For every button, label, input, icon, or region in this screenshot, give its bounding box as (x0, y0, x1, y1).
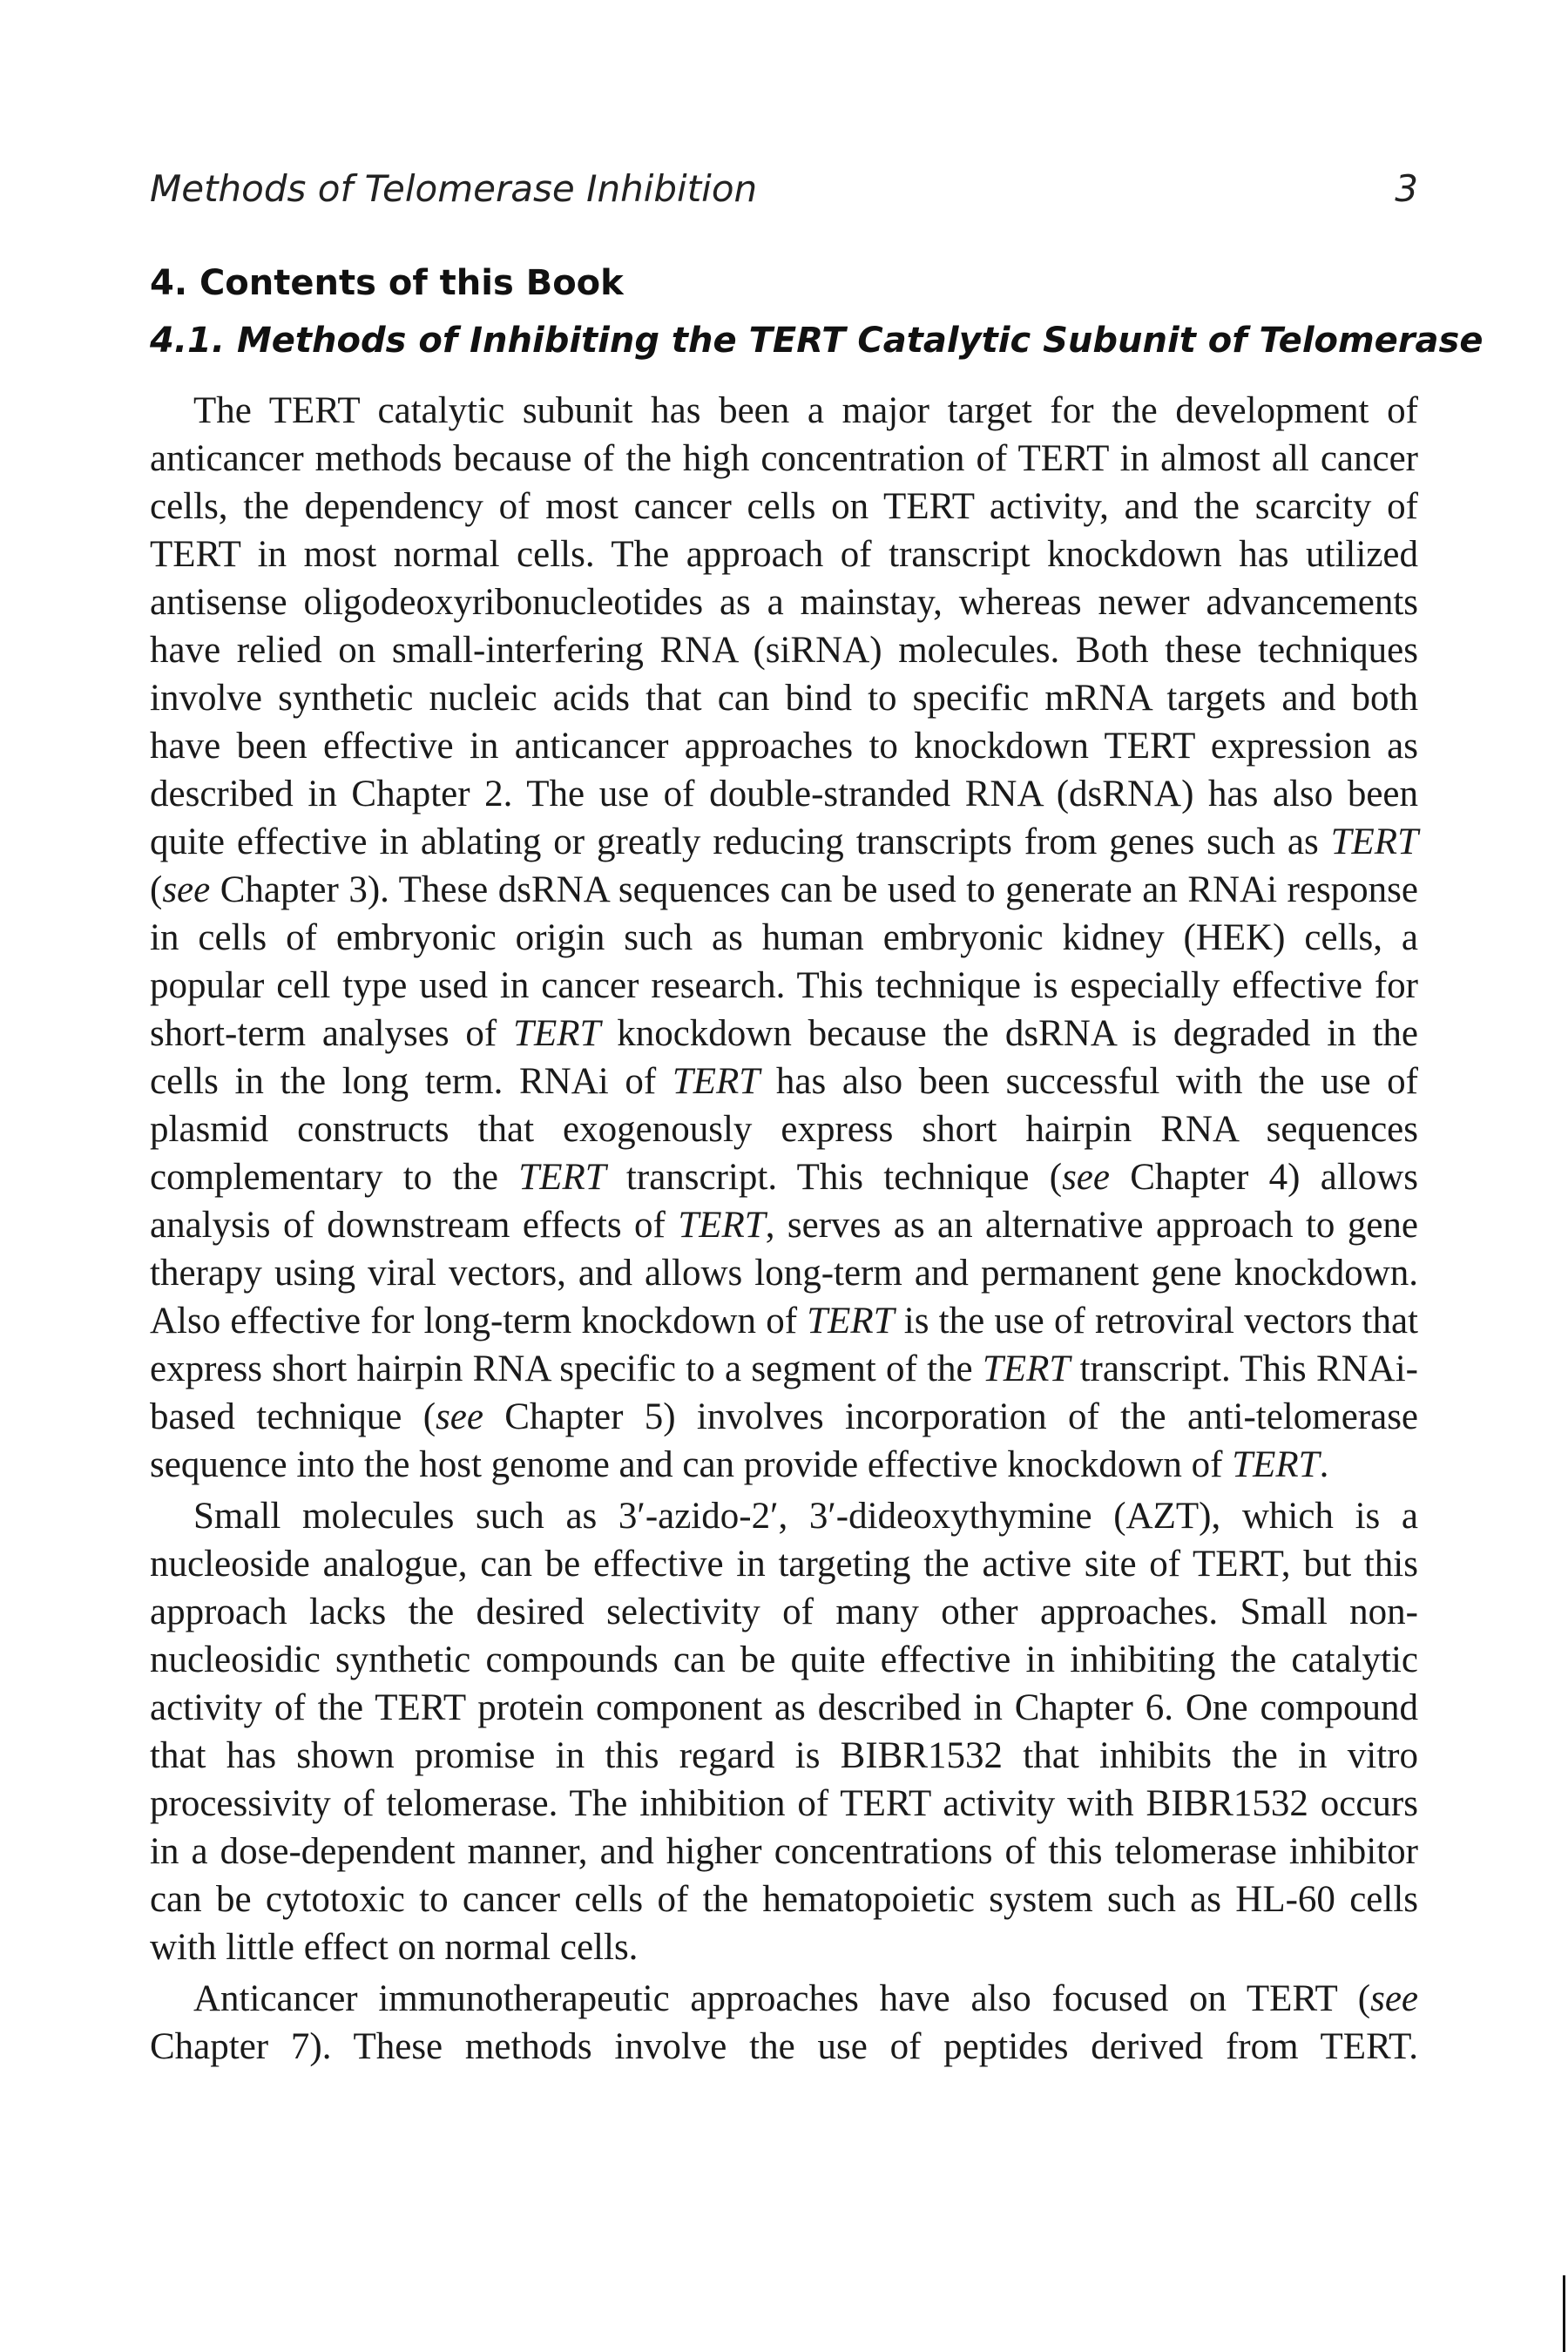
text-run: ( (150, 869, 163, 910)
italic-term: TERT (672, 1061, 760, 1102)
italic-term: TERT (518, 1157, 606, 1198)
text-run: transcript. This technique ( (605, 1157, 1063, 1198)
italic-term: TERT (513, 1013, 601, 1054)
paragraph-small-molecules (150, 1492, 1418, 1971)
text-run: Anticancer immunotherapeutic approaches have also focused on TERT ( (193, 1978, 1371, 2019)
paragraph-immunotherapy (150, 1975, 1418, 2071)
page-number: 3 (1395, 167, 1418, 210)
italic-term: TERT (1330, 821, 1418, 862)
text-run: transcript. This RNAi-based technique ( (150, 1348, 1418, 1437)
text-run: has also been successful with the use of plasmid constructs that exogenously express short hairpin RNA sequences complementary to the (150, 1061, 1418, 1198)
subsection-heading: 4.1. Methods of Inhibiting the TERT Catalytic Subunit of Telomerase (150, 321, 1484, 361)
text-run: The TERT catalytic subunit has been a major target for the development of anticancer methods because of the high concentration of TERT in almost all cancer cells, the dependency of most cancer cells on TERT activity, and the scarcity of TERT in most normal cells. The approach of transcript knockdown has utilized antisense oligodeoxyribonucleotides as a mainstay, whereas newer advancements have relied on small-interfering RNA (siRNA) molecules. Both these techniques involve synthetic nucleic acids that can bind to specific mRNA targets and both have been effective in anticancer approaches to knockdown TERT expression as described in Chapter 2. The use of double-stranded RNA (dsRNA) has also been quite effective in ablating or greatly reducing transcripts from genes such as (150, 390, 1418, 862)
paragraph-tert-knockdown (150, 387, 1418, 1489)
text-run: , serves as an alternative approach to gene therapy using viral vectors, and allows long-term and permanent gene knockdown. Also effective for long-term knockdown of (150, 1205, 1419, 1342)
crop-mark (1563, 2275, 1565, 2352)
italic-term: see (162, 869, 211, 910)
italic-term: TERT (1232, 1444, 1320, 1485)
body-text (150, 387, 1418, 2074)
italic-term: see (436, 1396, 483, 1437)
section-heading: 4. Contents of this Book (150, 263, 624, 303)
italic-term: see (1062, 1157, 1110, 1198)
text-run: Chapter 7). These methods involve the use of peptides derived from TERT. (150, 2026, 1418, 2067)
text-run: . (1319, 1444, 1329, 1485)
text-run: Chapter 3). These dsRNA sequences can be used to generate an RNAi response in cells of embryonic origin such as human embryonic kidney (HEK) cells, a popular cell type used in cancer research. This technique is especially effective for short-term analyses of (150, 869, 1418, 1054)
italic-term: TERT (982, 1348, 1071, 1389)
text-run: Chapter 4) allows analysis of downstream effects of (150, 1157, 1419, 1246)
text-run: Chapter 5) involves incorporation of the anti-telomerase sequence into the host genome and can provide effective knockdown of (150, 1396, 1419, 1485)
running-head (150, 167, 1418, 216)
text-run: knockdown because the dsRNA is degraded in the cells in the long term. RNAi of (150, 1013, 1418, 1102)
italic-term: see (1370, 1978, 1418, 2019)
running-head-title: Methods of Telomerase Inhibition (150, 167, 758, 210)
text-run: Small molecules such as 3′-azido-2′, 3′-dideoxythymine (AZT), which is a nucleoside analogue, can be effective in targeting the active site of TERT, but this approach lacks the desired selectivity of many other approaches. Small non-nucleosidic synthetic compounds can be quite effective in inhibiting the catalytic activity of the TERT protein component as described in Chapter 6. One compound that has shown promise in this regard is BIBR1532 that inhibits the in vitro processivity of telomerase. The inhibition of TERT activity with BIBR1532 occurs in a dose-dependent manner, and higher concentrations of this telomerase inhibitor can be cytotoxic to cancer cells of the hematopoietic system such as HL-60 cells with little effect on normal cells. (150, 1496, 1418, 1968)
italic-term: TERT (678, 1205, 766, 1246)
italic-term: TERT (807, 1301, 895, 1342)
text-run: is the use of retroviral vectors that express short hairpin RNA specific to a segment of the (150, 1301, 1418, 1389)
